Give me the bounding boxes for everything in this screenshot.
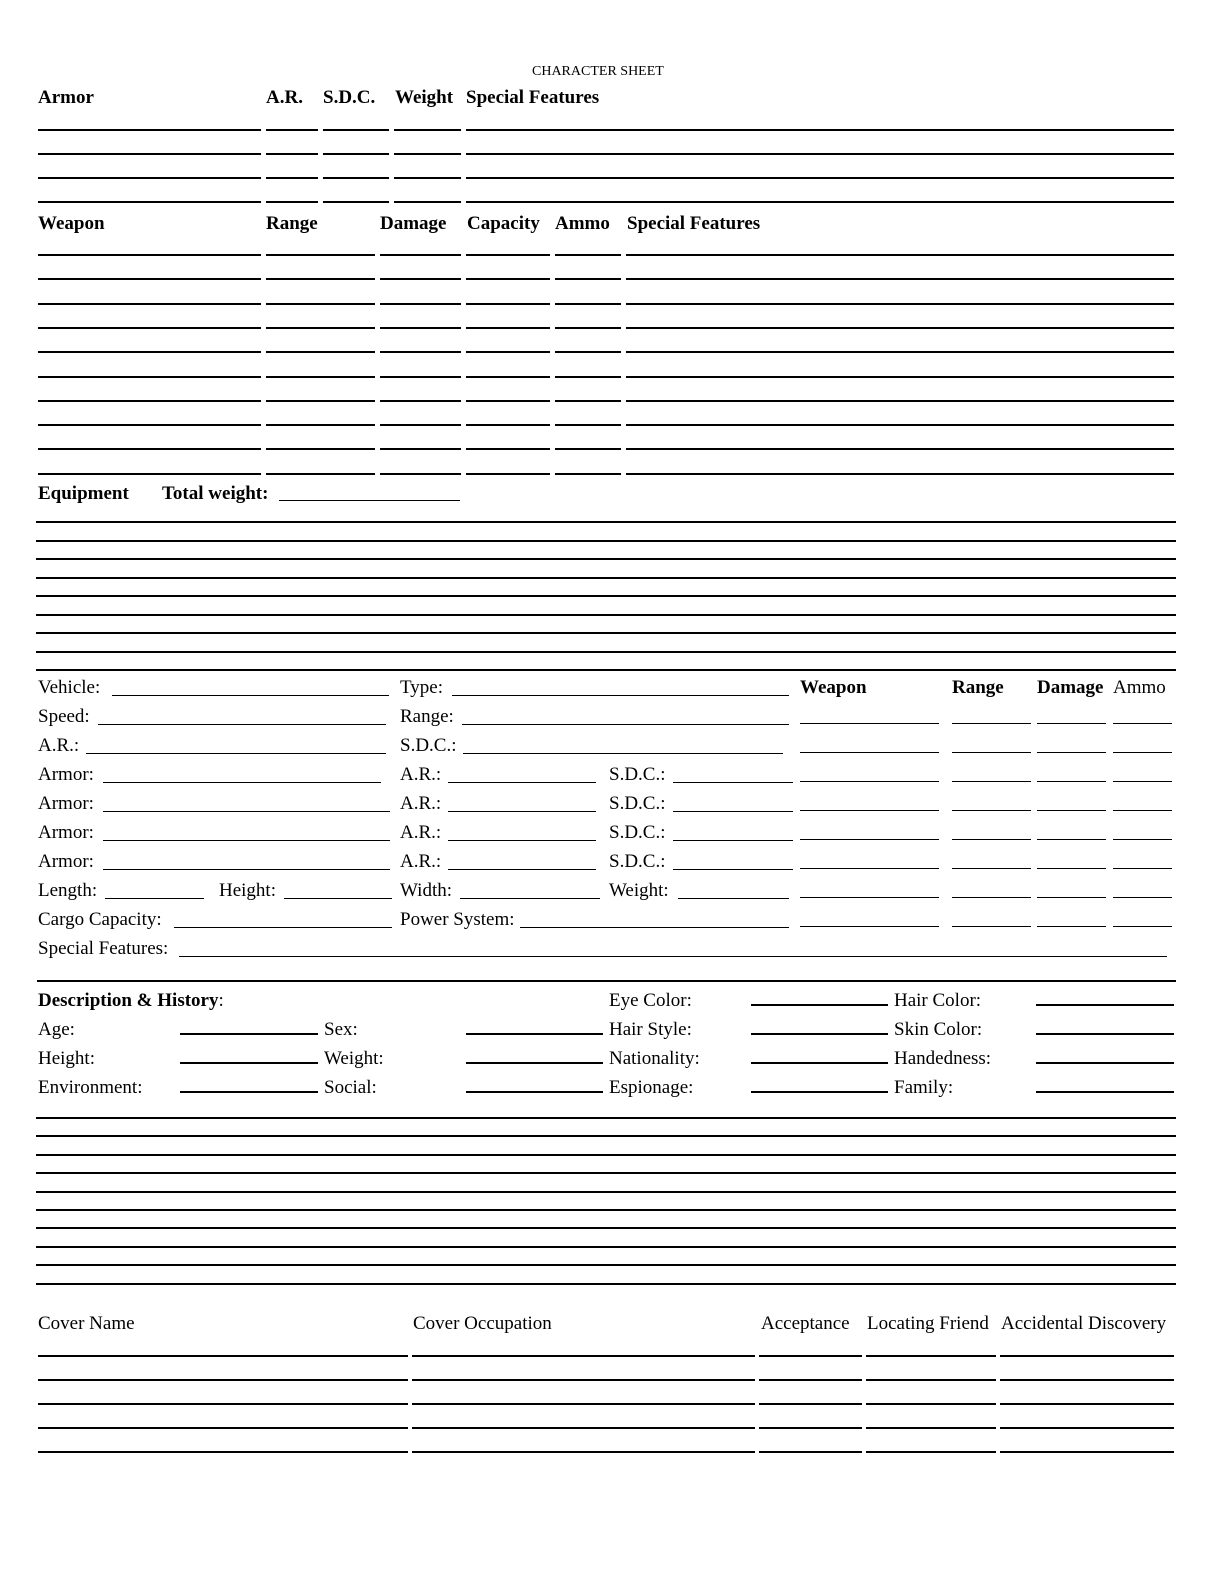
cargo-field[interactable] [174, 927, 392, 928]
weapon-line-r10-c5[interactable] [555, 473, 621, 475]
cover-line-r3-c2[interactable] [412, 1403, 755, 1405]
weapon-line-r8-c3[interactable] [380, 424, 461, 426]
vehicle-name-field[interactable] [112, 695, 389, 696]
weapon-line-r7-c1[interactable] [38, 400, 261, 402]
nationality-label: Nationality: [609, 1048, 700, 1069]
locating-friend-header: Locating Friend [867, 1313, 989, 1334]
vehicle-special-label: Special Features: [38, 938, 169, 959]
weapon-line-r10-c4[interactable] [466, 473, 550, 475]
weapon-line-r2-c6[interactable] [626, 278, 1174, 280]
vehicle-weapon-line-r3-c3[interactable] [1037, 781, 1106, 782]
armor-3-label: Armor: [38, 822, 94, 843]
equipment-line-r4-c1[interactable] [36, 577, 1176, 579]
handedness-label: Handedness: [894, 1048, 992, 1069]
armor-line-r3-c2[interactable] [266, 177, 318, 179]
weapon-line-r4-c1[interactable] [38, 327, 261, 329]
vehicle-weapon-line-r5-c2[interactable] [952, 839, 1031, 840]
vehicle-weapon-line-r3-c1[interactable] [800, 781, 939, 782]
vehicle-range-field[interactable] [462, 724, 789, 725]
vehicle-weapon-line-r7-c2[interactable] [952, 897, 1031, 898]
vehicle-weapon-line-r8-c4[interactable] [1113, 926, 1172, 927]
history-line-r8-c1[interactable] [36, 1246, 1176, 1248]
armor-2-label: Armor: [38, 793, 94, 814]
vehicle-weapon-line-r5-c4[interactable] [1113, 839, 1172, 840]
cover-line-r2-c3[interactable] [759, 1379, 862, 1381]
cover-line-r2-c1[interactable] [38, 1379, 408, 1381]
armor-line-r2-c3[interactable] [323, 153, 389, 155]
weapon-line-r7-c5[interactable] [555, 400, 621, 402]
weapon-ammo-header: Ammo [555, 213, 610, 234]
weapon-line-r1-c4[interactable] [466, 254, 550, 256]
vehicle-weapon-line-r1-c4[interactable] [1113, 723, 1172, 724]
history-line-r3-c1[interactable] [36, 1154, 1176, 1156]
weapon-line-r6-c3[interactable] [380, 376, 461, 378]
char-height-label: Height: [38, 1048, 95, 1069]
weapon-line-r3-c3[interactable] [380, 303, 461, 305]
accidental-discovery-header: Accidental Discovery [1001, 1313, 1167, 1334]
armor-line-r1-c4[interactable] [394, 129, 461, 131]
vehicle-weapon-line-r4-c4[interactable] [1113, 810, 1172, 811]
armor-special-header: Special Features [466, 87, 600, 108]
vehicle-weapon-line-r7-c1[interactable] [800, 897, 939, 898]
cover-line-r2-c2[interactable] [412, 1379, 755, 1381]
weapon-line-r3-c6[interactable] [626, 303, 1174, 305]
vehicle-weapon-line-r4-c2[interactable] [952, 810, 1031, 811]
total-weight-label: Total weight: [162, 483, 269, 504]
power-system-label: Power System: [400, 909, 515, 930]
vehicle-weapon-line-r6-c1[interactable] [800, 868, 939, 869]
armor-1-field[interactable] [103, 782, 381, 783]
armor-line-r1-c1[interactable] [38, 129, 261, 131]
armor-3-field[interactable] [103, 840, 390, 841]
weapon-line-r8-c1[interactable] [38, 424, 261, 426]
armor-line-r2-c2[interactable] [266, 153, 318, 155]
equipment-line-r3-c1[interactable] [36, 558, 1176, 560]
armor-2-ar-label: A.R.: [400, 793, 442, 814]
espionage-label: Espionage: [609, 1077, 694, 1098]
vehicle-ar-field[interactable] [86, 753, 386, 754]
equipment-line-r7-c1[interactable] [36, 632, 1176, 634]
armor-2-field[interactable] [103, 811, 390, 812]
family-label: Family: [894, 1077, 954, 1098]
weapon-line-r5-c4[interactable] [466, 351, 550, 353]
vehicle-weapon-line-r2-c4[interactable] [1113, 752, 1172, 753]
weapon-line-r1-c3[interactable] [380, 254, 461, 256]
weapon-line-r2-c1[interactable] [38, 278, 261, 280]
weapon-line-r5-c6[interactable] [626, 351, 1174, 353]
acceptance-header: Acceptance [761, 1313, 850, 1334]
cover-line-r1-c2[interactable] [412, 1355, 755, 1357]
cover-line-r2-c4[interactable] [866, 1379, 996, 1381]
weapon-line-r10-c1[interactable] [38, 473, 261, 475]
equipment-line-r8-c1[interactable] [36, 651, 1176, 653]
armor-1-label: Armor: [38, 764, 94, 785]
armor-3-ar-label: A.R.: [400, 822, 442, 843]
weapon-line-r10-c6[interactable] [626, 473, 1174, 475]
vehicle-weapon-line-r8-c2[interactable] [952, 926, 1031, 927]
social-field[interactable] [466, 1091, 603, 1093]
weapon-line-r8-c5[interactable] [555, 424, 621, 426]
vehicle-special-field[interactable] [179, 956, 1167, 957]
cover-line-r5-c4[interactable] [866, 1451, 996, 1453]
armor-4-sdc-label: S.D.C.: [609, 851, 666, 872]
vehicle-range-label: Range: [400, 706, 454, 727]
width-label: Width: [400, 880, 453, 901]
armor-line-r1-c2[interactable] [266, 129, 318, 131]
weapon-line-r2-c5[interactable] [555, 278, 621, 280]
history-line-r10-c1[interactable] [36, 1283, 1176, 1285]
vehicle-weapon-line-r3-c2[interactable] [952, 781, 1031, 782]
armor-2-ar-field[interactable] [448, 811, 596, 812]
armor-line-r3-c4[interactable] [394, 177, 461, 179]
weapon-line-r4-c2[interactable] [266, 327, 375, 329]
armor-2-sdc-label: S.D.C.: [609, 793, 666, 814]
vehicle-weapon-line-r5-c3[interactable] [1037, 839, 1106, 840]
sex-field[interactable] [466, 1033, 603, 1035]
environment-label: Environment: [38, 1077, 143, 1098]
vehicle-ammo-header: Ammo [1113, 677, 1166, 698]
weapon-damage-header: Damage [380, 213, 447, 234]
weapon-line-r3-c5[interactable] [555, 303, 621, 305]
armor-ar-header: A.R. [266, 87, 303, 108]
cover-line-r2-c5[interactable] [1000, 1379, 1174, 1381]
weapon-header: Weapon [38, 213, 105, 234]
history-line-r6-c1[interactable] [36, 1209, 1176, 1211]
weapon-line-r2-c2[interactable] [266, 278, 375, 280]
vehicle-ar-label: A.R.: [38, 735, 80, 756]
weapon-line-r4-c4[interactable] [466, 327, 550, 329]
armor-line-r4-c2[interactable] [266, 201, 318, 203]
cover-line-r5-c1[interactable] [38, 1451, 408, 1453]
cover-line-r4-c3[interactable] [759, 1427, 862, 1429]
armor-1-sdc-label: S.D.C.: [609, 764, 666, 785]
armor-weight-header: Weight [395, 87, 454, 108]
cover-line-r3-c4[interactable] [866, 1403, 996, 1405]
armor-line-r2-c4[interactable] [394, 153, 461, 155]
social-label: Social: [324, 1077, 377, 1098]
history-line-r9-c1[interactable] [36, 1264, 1176, 1266]
armor-3-sdc-label: S.D.C.: [609, 822, 666, 843]
cover-line-r4-c4[interactable] [866, 1427, 996, 1429]
hair-color-field[interactable] [1036, 1004, 1174, 1006]
skin-color-label: Skin Color: [894, 1019, 983, 1040]
weapon-line-r4-c6[interactable] [626, 327, 1174, 329]
armor-line-r4-c5[interactable] [466, 201, 1174, 203]
weapon-line-r1-c1[interactable] [38, 254, 261, 256]
equipment-line-r5-c1[interactable] [36, 595, 1176, 597]
width-field[interactable] [460, 898, 600, 899]
handedness-field[interactable] [1036, 1062, 1174, 1064]
history-line-r2-c1[interactable] [36, 1135, 1176, 1137]
equipment-line-r1-c1[interactable] [36, 521, 1176, 523]
armor-4-ar-label: A.R.: [400, 851, 442, 872]
description-heading: Description & History: [38, 990, 224, 1011]
weapon-line-r8-c4[interactable] [466, 424, 550, 426]
cover-line-r1-c1[interactable] [38, 1355, 408, 1357]
section-divider [37, 980, 1176, 982]
sex-label: Sex: [324, 1019, 358, 1040]
height-field[interactable] [284, 898, 392, 899]
family-field[interactable] [1036, 1091, 1174, 1093]
weapon-line-r9-c1[interactable] [38, 448, 261, 450]
vehicle-weapon-line-r2-c1[interactable] [800, 752, 939, 753]
weapon-line-r3-c4[interactable] [466, 303, 550, 305]
cover-line-r4-c1[interactable] [38, 1427, 408, 1429]
weapon-line-r3-c2[interactable] [266, 303, 375, 305]
vehicle-weapon-header: Weapon [800, 677, 867, 698]
weapon-line-r6-c5[interactable] [555, 376, 621, 378]
armor-4-label: Armor: [38, 851, 94, 872]
char-height-field[interactable] [180, 1062, 318, 1064]
environment-field[interactable] [180, 1091, 318, 1093]
char-weight-field[interactable] [466, 1062, 603, 1064]
weapon-capacity-header: Capacity [467, 213, 540, 234]
armor-3-sdc-field[interactable] [673, 840, 793, 841]
weapon-line-r7-c4[interactable] [466, 400, 550, 402]
vehicle-weapon-line-r2-c3[interactable] [1037, 752, 1106, 753]
weapon-range-header: Range [266, 213, 318, 234]
vehicle-weapon-line-r6-c4[interactable] [1113, 868, 1172, 869]
armor-4-ar-field[interactable] [448, 869, 596, 870]
weapon-line-r6-c4[interactable] [466, 376, 550, 378]
cover-line-r3-c5[interactable] [1000, 1403, 1174, 1405]
weapon-line-r5-c3[interactable] [380, 351, 461, 353]
vehicle-weapon-line-r8-c3[interactable] [1037, 926, 1106, 927]
cover-name-header: Cover Name [38, 1313, 135, 1334]
page-title: CHARACTER SHEET [532, 64, 664, 79]
armor-4-sdc-field[interactable] [673, 869, 793, 870]
armor-line-r4-c3[interactable] [323, 201, 389, 203]
weapon-line-r9-c3[interactable] [380, 448, 461, 450]
cover-line-r5-c2[interactable] [412, 1451, 755, 1453]
armor-line-r3-c1[interactable] [38, 177, 261, 179]
weapon-line-r2-c4[interactable] [466, 278, 550, 280]
armor-1-sdc-field[interactable] [673, 782, 793, 783]
weapon-line-r8-c6[interactable] [626, 424, 1174, 426]
armor-2-sdc-field[interactable] [673, 811, 793, 812]
weapon-line-r2-c3[interactable] [380, 278, 461, 280]
history-line-r7-c1[interactable] [36, 1227, 1176, 1229]
vehicle-weapon-line-r1-c2[interactable] [952, 723, 1031, 724]
armor-line-r1-c3[interactable] [323, 129, 389, 131]
armor-line-r4-c1[interactable] [38, 201, 261, 203]
length-label: Length: [38, 880, 98, 901]
vehicle-weapon-line-r3-c4[interactable] [1113, 781, 1172, 782]
weapon-line-r1-c6[interactable] [626, 254, 1174, 256]
eye-color-label: Eye Color: [609, 990, 692, 1011]
vehicle-weapon-line-r1-c1[interactable] [800, 723, 939, 724]
cover-line-r1-c3[interactable] [759, 1355, 862, 1357]
weapon-line-r10-c2[interactable] [266, 473, 375, 475]
vehicle-weapon-line-r6-c3[interactable] [1037, 868, 1106, 869]
history-line-r5-c1[interactable] [36, 1191, 1176, 1193]
power-system-field[interactable] [520, 927, 789, 928]
weapon-special-header: Special Features [627, 213, 761, 234]
armor-4-field[interactable] [103, 869, 390, 870]
equipment-header: Equipment [38, 483, 129, 504]
armor-header: Armor [38, 87, 94, 108]
cover-line-r5-c3[interactable] [759, 1451, 862, 1453]
vehicle-weapon-line-r4-c3[interactable] [1037, 810, 1106, 811]
cover-line-r1-c5[interactable] [1000, 1355, 1174, 1357]
armor-line-r3-c3[interactable] [323, 177, 389, 179]
cargo-label: Cargo Capacity: [38, 909, 162, 930]
speed-field[interactable] [98, 724, 386, 725]
length-field[interactable] [105, 898, 204, 899]
equipment-line-r9-c1[interactable] [36, 669, 1176, 671]
weapon-line-r4-c3[interactable] [380, 327, 461, 329]
equipment-line-r6-c1[interactable] [36, 614, 1176, 616]
vehicle-label: Vehicle: [38, 677, 101, 698]
armor-3-ar-field[interactable] [448, 840, 596, 841]
total-weight-field[interactable] [279, 500, 460, 501]
cover-line-r1-c4[interactable] [866, 1355, 996, 1357]
history-line-r4-c1[interactable] [36, 1172, 1176, 1174]
char-weight-label: Weight: [324, 1048, 384, 1069]
age-label: Age: [38, 1019, 75, 1040]
armor-line-r3-c5[interactable] [466, 177, 1174, 179]
cover-line-r3-c3[interactable] [759, 1403, 862, 1405]
weapon-line-r9-c2[interactable] [266, 448, 375, 450]
vehicle-damage-header: Damage [1037, 677, 1104, 698]
weapon-line-r7-c3[interactable] [380, 400, 461, 402]
equipment-line-r2-c1[interactable] [36, 540, 1176, 542]
nationality-field[interactable] [751, 1062, 888, 1064]
weapon-line-r1-c5[interactable] [555, 254, 621, 256]
vehicle-sdc-label: S.D.C.: [400, 735, 457, 756]
weapon-line-r6-c6[interactable] [626, 376, 1174, 378]
weapon-line-r3-c1[interactable] [38, 303, 261, 305]
weapon-line-r10-c3[interactable] [380, 473, 461, 475]
cover-line-r3-c1[interactable] [38, 1403, 408, 1405]
vehicle-range-header: Range [952, 677, 1004, 698]
age-field[interactable] [180, 1033, 318, 1035]
vehicle-weapon-line-r8-c1[interactable] [800, 926, 939, 927]
espionage-field[interactable] [751, 1091, 888, 1093]
cover-line-r4-c2[interactable] [412, 1427, 755, 1429]
armor-line-r2-c5[interactable] [466, 153, 1174, 155]
speed-label: Speed: [38, 706, 90, 727]
weapon-line-r1-c2[interactable] [266, 254, 375, 256]
armor-line-r1-c5[interactable] [466, 129, 1174, 131]
weapon-line-r9-c4[interactable] [466, 448, 550, 450]
weapon-line-r9-c6[interactable] [626, 448, 1174, 450]
weapon-line-r6-c2[interactable] [266, 376, 375, 378]
weapon-line-r9-c5[interactable] [555, 448, 621, 450]
vehicle-weapon-line-r1-c3[interactable] [1037, 723, 1106, 724]
vehicle-weapon-line-r6-c2[interactable] [952, 868, 1031, 869]
vehicle-sdc-field[interactable] [463, 753, 783, 754]
vehicle-type-field[interactable] [452, 695, 789, 696]
armor-1-ar-field[interactable] [448, 782, 596, 783]
cover-occupation-header: Cover Occupation [413, 1313, 552, 1334]
hair-style-field[interactable] [751, 1033, 888, 1035]
vehicle-weapon-line-r2-c2[interactable] [952, 752, 1031, 753]
armor-line-r4-c4[interactable] [394, 201, 461, 203]
weapon-line-r8-c2[interactable] [266, 424, 375, 426]
weapon-line-r5-c2[interactable] [266, 351, 375, 353]
armor-1-ar-label: A.R.: [400, 764, 442, 785]
weapon-line-r5-c1[interactable] [38, 351, 261, 353]
armor-line-r2-c1[interactable] [38, 153, 261, 155]
armor-sdc-header: S.D.C. [323, 87, 376, 108]
vehicle-weight-field[interactable] [678, 898, 789, 899]
weapon-line-r5-c5[interactable] [555, 351, 621, 353]
skin-color-field[interactable] [1036, 1033, 1174, 1035]
eye-color-field[interactable] [751, 1004, 888, 1006]
weapon-line-r7-c2[interactable] [266, 400, 375, 402]
hair-style-label: Hair Style: [609, 1019, 692, 1040]
vehicle-weapon-line-r5-c1[interactable] [800, 839, 939, 840]
cover-line-r5-c5[interactable] [1000, 1451, 1174, 1453]
hair-color-label: Hair Color: [894, 990, 982, 1011]
vehicle-weapon-line-r4-c1[interactable] [800, 810, 939, 811]
vehicle-weapon-line-r7-c3[interactable] [1037, 897, 1106, 898]
cover-line-r4-c5[interactable] [1000, 1427, 1174, 1429]
vehicle-type-label: Type: [400, 677, 443, 698]
history-line-r1-c1[interactable] [36, 1117, 1176, 1119]
weapon-line-r6-c1[interactable] [38, 376, 261, 378]
vehicle-weapon-line-r7-c4[interactable] [1113, 897, 1172, 898]
weapon-line-r4-c5[interactable] [555, 327, 621, 329]
vehicle-weight-label: Weight: [609, 880, 669, 901]
weapon-line-r7-c6[interactable] [626, 400, 1174, 402]
height-label: Height: [219, 880, 276, 901]
